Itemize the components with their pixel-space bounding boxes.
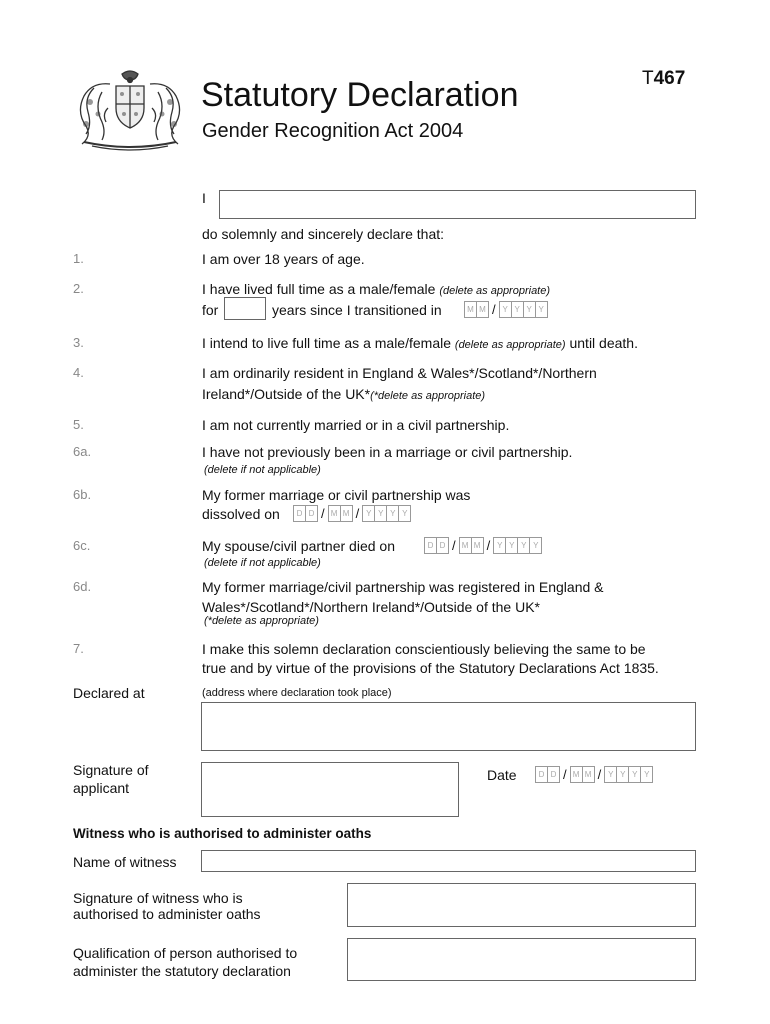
applicant-signature-box[interactable]	[201, 762, 459, 817]
witness-name-input[interactable]	[201, 850, 696, 872]
item-number: 5.	[73, 417, 84, 432]
item-6a-note: (delete if not applicable)	[204, 464, 321, 476]
dissolved-date-field[interactable]	[293, 504, 410, 522]
witness-heading: Witness who is authorised to administer oaths	[73, 826, 372, 841]
date-cell[interactable]: Y	[529, 537, 542, 554]
date-cell[interactable]: Y	[374, 505, 387, 522]
item-number: 3.	[73, 335, 84, 350]
royal-coat-of-arms-icon	[72, 68, 188, 152]
date-separator: /	[563, 766, 567, 782]
item-6a-text: I have not previously been in a marriage or civil partnership.	[202, 444, 573, 460]
declared-at-hint: (address where declaration took place)	[202, 687, 392, 699]
item-6d-line1: My former marriage/civil partnership was registered in England &	[202, 579, 604, 595]
page-subtitle: Gender Recognition Act 2004	[202, 120, 464, 142]
item-number: 6a.	[73, 444, 92, 459]
date-cell[interactable]: Y	[505, 537, 518, 554]
date-cell[interactable]: D	[305, 505, 318, 522]
witness-name-label: Name of witness	[73, 854, 177, 870]
date-label: Date	[487, 767, 517, 783]
witness-signature-box[interactable]	[347, 883, 696, 927]
date-cell[interactable]: Y	[493, 537, 506, 554]
date-cell[interactable]: M	[471, 537, 484, 554]
item-7-line1: I make this solemn declaration conscientiously believing the same to be	[202, 641, 646, 657]
item-6d-note: (*delete as appropriate)	[204, 615, 319, 627]
item-4-line2: Ireland*/Outside of the UK*(*delete as appropriate)	[202, 386, 486, 402]
item-6b-line1: My former marriage or civil partnership was	[202, 487, 471, 503]
item-7-line2: true and by virtue of the provisions of the Statutory Declarations Act 1835.	[202, 660, 659, 676]
declared-at-label: Declared at	[73, 685, 145, 701]
date-cell[interactable]: M	[328, 505, 341, 522]
signature-label-line2: applicant	[73, 780, 130, 796]
item-1-text: I am over 18 years of age.	[202, 251, 365, 267]
qualification-label-line1: Qualification of person authorised to	[73, 945, 298, 961]
date-cell[interactable]: Y	[523, 301, 536, 318]
date-cell[interactable]: Y	[616, 766, 629, 783]
date-cell[interactable]: Y	[535, 301, 548, 318]
item-number: 6d.	[73, 579, 92, 594]
date-cell[interactable]: Y	[640, 766, 653, 783]
page-title: Statutory Declaration	[201, 76, 519, 114]
date-cell[interactable]: Y	[628, 766, 641, 783]
date-separator: /	[355, 505, 360, 521]
date-cell[interactable]: M	[459, 537, 472, 554]
item-2-since-label: years since I transitioned in	[272, 302, 442, 318]
death-date-field[interactable]	[424, 536, 541, 554]
witness-signature-label-line1: Signature of witness who is	[73, 890, 243, 906]
qualification-label-line2: administer the statutory declaration	[73, 963, 291, 979]
item-2-for-label: for	[202, 302, 219, 318]
date-separator: /	[492, 301, 496, 317]
item-number: 7.	[73, 641, 84, 656]
date-cell[interactable]: D	[424, 537, 437, 554]
date-cell[interactable]: M	[464, 301, 477, 318]
date-cell[interactable]: D	[293, 505, 306, 522]
item-3-text: I intend to live full time as a male/female (delete as appropriate) until death.	[202, 335, 638, 351]
item-5-text: I am not currently married or in a civil partnership.	[202, 417, 510, 433]
item-number: 2.	[73, 281, 84, 296]
date-separator: /	[597, 766, 602, 782]
item-6d-line2: Wales*/Scotland*/Northern Ireland*/Outside of the UK*	[202, 599, 540, 615]
declarant-name-input[interactable]	[219, 190, 696, 219]
transition-date-field[interactable]	[464, 300, 547, 318]
witness-signature-label-line2: authorised to administer oaths	[73, 906, 261, 922]
date-cell[interactable]: Y	[398, 505, 411, 522]
date-cell[interactable]: D	[535, 766, 548, 783]
years-input[interactable]	[224, 297, 266, 320]
date-cell[interactable]: Y	[517, 537, 530, 554]
item-number: 1.	[73, 251, 84, 266]
date-separator: /	[452, 537, 456, 553]
date-cell[interactable]: Y	[604, 766, 617, 783]
item-number: 4.	[73, 365, 84, 380]
date-cell[interactable]: M	[570, 766, 583, 783]
declarant-label: I	[202, 190, 206, 206]
qualification-input[interactable]	[347, 938, 696, 981]
date-cell[interactable]: D	[547, 766, 560, 783]
item-6c-text: My spouse/civil partner died on	[202, 538, 395, 554]
item-2-text: I have lived full time as a male/female (delete as appropriate)	[202, 281, 551, 297]
date-cell[interactable]: D	[436, 537, 449, 554]
item-4-line1: I am ordinarily resident in England & Wales*/Scotland*/Northern	[202, 365, 597, 381]
date-separator: /	[486, 537, 491, 553]
signature-label-line1: Signature of	[73, 762, 149, 778]
form-number: T467	[642, 68, 686, 89]
date-cell[interactable]: Y	[386, 505, 399, 522]
item-number: 6b.	[73, 487, 92, 502]
date-cell[interactable]: Y	[499, 301, 512, 318]
signature-date-field[interactable]	[535, 765, 652, 783]
item-6b-line2: dissolved on	[202, 506, 280, 522]
declared-at-address-input[interactable]	[201, 702, 696, 751]
date-cell[interactable]: M	[582, 766, 595, 783]
date-cell[interactable]: M	[476, 301, 489, 318]
date-cell[interactable]: Y	[362, 505, 375, 522]
item-number: 6c.	[73, 538, 91, 553]
item-6c-note: (delete if not applicable)	[204, 557, 321, 569]
date-cell[interactable]: M	[340, 505, 353, 522]
date-separator: /	[321, 505, 325, 521]
date-cell[interactable]: Y	[511, 301, 524, 318]
intro-text: do solemnly and sincerely declare that:	[202, 226, 445, 242]
